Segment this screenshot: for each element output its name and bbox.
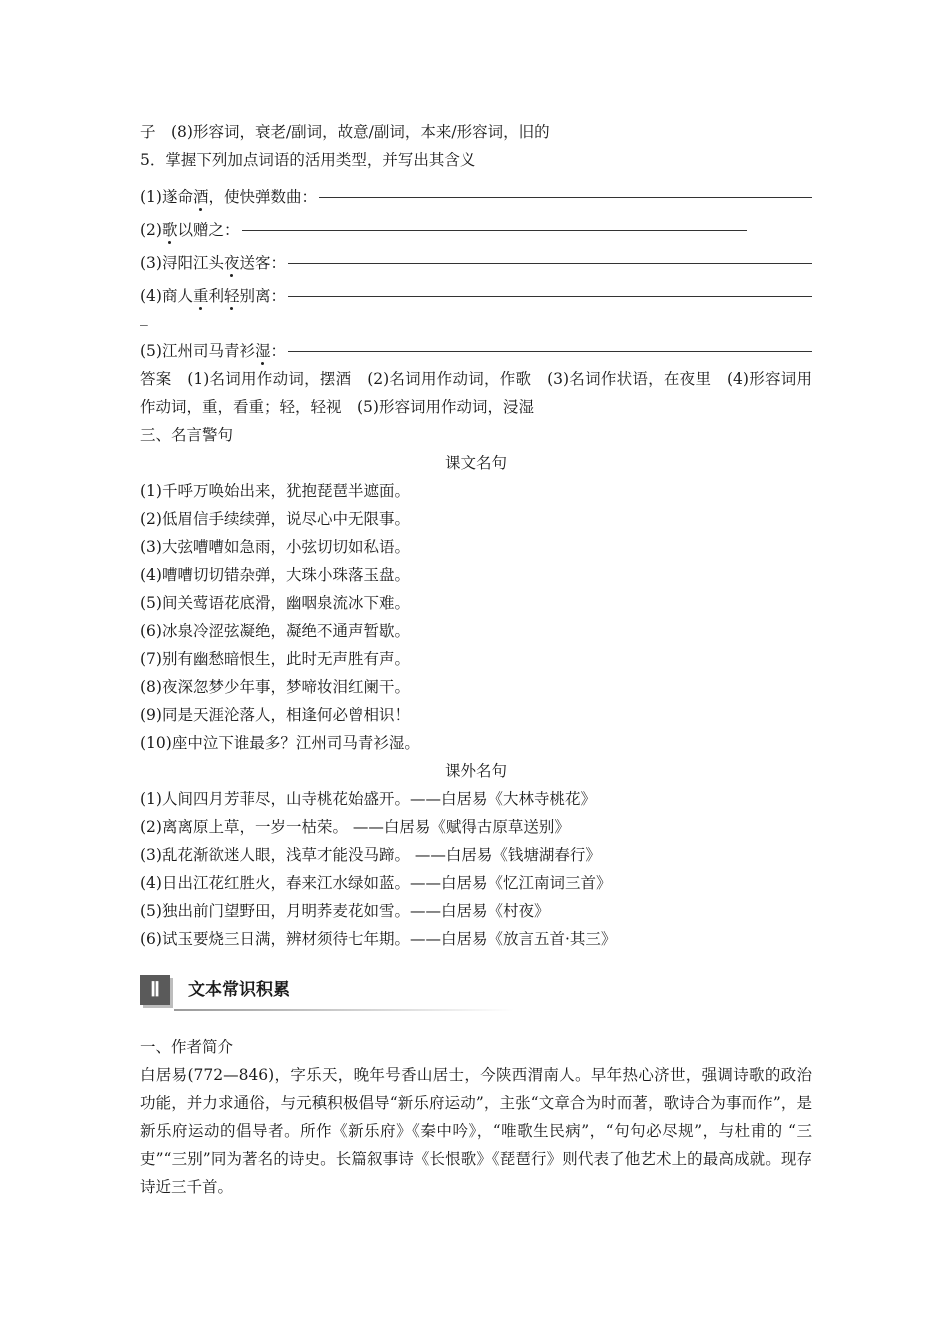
answer-blank[interactable] [242, 230, 747, 231]
dotted-char: 湿 [254, 342, 271, 360]
quote-line: (1)千呼万唤始出来，犹抱琵琶半遮面。 [140, 482, 410, 500]
extra-quote-line: (6)试玉要烧三日满，辨材须待七年期。——白居易《放言五首·其三》 [140, 930, 617, 948]
part-2-title: 文本常识积累 [188, 980, 290, 1000]
extra-quotes-heading: 课外名句 [444, 762, 507, 780]
quote-line: (10)座中泣下谁最多？江州司马青衫湿。 [140, 734, 420, 752]
answer-blank[interactable] [288, 351, 812, 352]
quote-line: (8)夜深忽梦少年事，梦啼妆泪红阑干。 [140, 678, 410, 696]
fill-blank-2 [140, 207, 812, 240]
stray-mark: _ [140, 308, 148, 326]
author-intro-text: 白居易(772—846)，字乐天，晚年号香山居士，今陕西渭南人。早年热心济世，强调诗歌的政治功能，并力求通俗，与元稹积极倡导“新乐府运动”，主张“文章合为时而著，歌诗合为事而作”，是新乐府运动的倡导者。所作《新乐府》《秦中吟》，“唯歌生民病”，“句句必尽规”，与杜甫的 “三吏”“三别”同为著名的诗史。长篇叙事诗《长恨歌》《琵琶行》则代表了他艺术上的最高成就。现存诗近三千首。 [140, 1066, 812, 1196]
header-underline [174, 1009, 514, 1011]
fill-blank-prompt: (3)浔阳江头夜送客： [140, 254, 286, 272]
fill-blank-4 [140, 273, 812, 306]
quote-line: (3)大弦嘈嘈如急雨，小弦切切如私语。 [140, 538, 410, 556]
answer-blank[interactable] [319, 197, 812, 198]
quote-line: (2)低眉信手续续弹，说尽心中无限事。 [140, 510, 410, 528]
fill-blank-prompt: (1)遂命酒，使快弹数曲： [140, 188, 317, 206]
extra-quote-line: (1)人间四月芳菲尽，山寺桃花始盛开。——白居易《大林寺桃花》 [140, 790, 596, 808]
fill-blank-5 [140, 328, 812, 361]
dotted-char: 夜 [223, 254, 240, 272]
quote-line: (7)别有幽愁暗恨生，此时无声胜有声。 [140, 650, 410, 668]
extra-quote-line: (4)日出江花红胜火，春来江水绿如蓝。——白居易《忆江南词三首》 [140, 874, 612, 892]
quote-line: (4)嘈嘈切切错杂弹，大珠小珠落玉盘。 [140, 566, 410, 584]
fill-blank-1 [140, 174, 812, 207]
extra-quote-line: (5)独出前门望野田，月明荞麦花如雪。——白居易《村夜》 [140, 902, 550, 920]
part-2-header [140, 975, 812, 1009]
fill-blank-3 [140, 240, 812, 273]
continuation-line: 子 (8)形容词，衰老/副词，故意/副词，本来/形容词，旧的 [140, 123, 550, 141]
answer-blank[interactable] [288, 263, 812, 264]
answer-paragraph: 答案 (1)名词用作动词，摆酒 (2)名词用作动词，作歌 (3)名词作状语，在夜里 (4)形容词用作动词，重，看重；轻，轻视 (5)形容词用作动词，浸湿 [140, 370, 812, 416]
answer-blank[interactable] [288, 296, 812, 297]
extra-quote-line: (3)乱花渐欲迷人眼，浅草才能没马蹄。 ——白居易《钱塘湖春行》 [140, 846, 601, 864]
dotted-char: 酒 [192, 188, 209, 206]
quote-line: (9)同是天涯沦落人，相逢何必曾相识！ [140, 706, 410, 724]
quote-line: (6)冰泉冷涩弦凝绝，凝绝不通声暂歇。 [140, 622, 410, 640]
extra-quote-line: (2)离离原上草，一岁一枯荣。 ——白居易《赋得古原草送别》 [140, 818, 570, 836]
fill-blank-prompt: (2)歌以赠之： [140, 221, 240, 239]
document-page [140, 118, 812, 1201]
question-5-title: 5．掌握下列加点词语的活用类型，并写出其含义 [140, 151, 476, 169]
author-intro-title: 一、作者简介 [140, 1038, 234, 1056]
quote-line: (5)间关莺语花底滑，幽咽泉流冰下难。 [140, 594, 410, 612]
dotted-char: 重 [192, 287, 209, 305]
fill-blank-prompt: (5)江州司马青衫湿： [140, 342, 286, 360]
dotted-char: 轻 [224, 287, 240, 305]
dotted-char: 歌 [161, 221, 178, 239]
textbook-quotes-heading: 课文名句 [444, 454, 507, 472]
fill-blank-prompt: (4)商人重利轻别离： [140, 287, 287, 305]
part-number-badge: Ⅱ [140, 975, 170, 1005]
section-3-title: 三、名言警句 [140, 426, 234, 444]
